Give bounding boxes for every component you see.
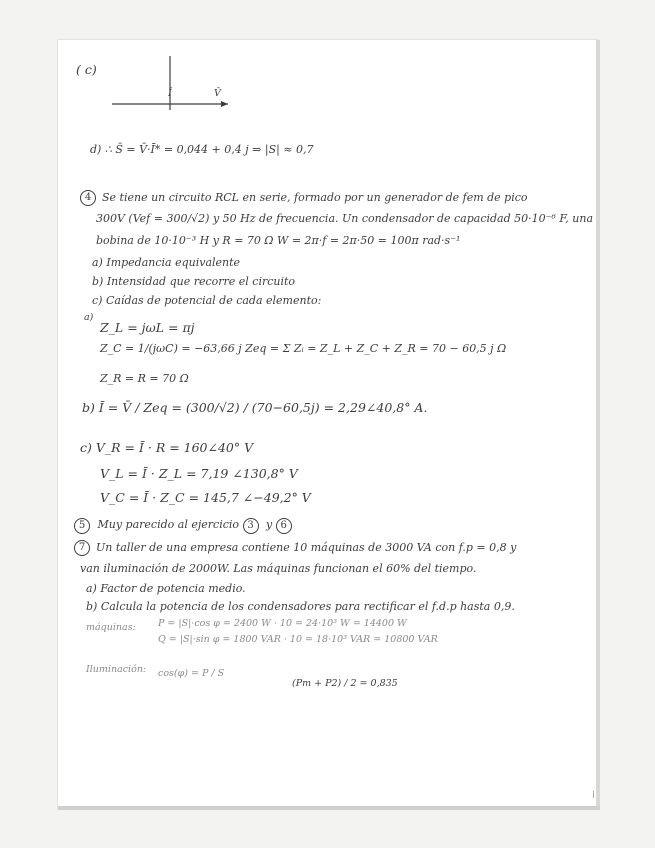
exercise-7-item: a) Factor de potencia medio. xyxy=(86,582,246,595)
paper-edge-right xyxy=(596,40,600,808)
axis-i-label: Ī xyxy=(168,88,172,99)
edge-tick-mark: ǀ xyxy=(592,790,595,801)
iluminacion-result: (Pm + P2) / 2 = 0,835 xyxy=(292,678,398,689)
exercise-number-badge: 4 xyxy=(80,190,96,206)
exercise-7-item: b) Calcula la potencia de los condensadores para rectificar el f.d.p hasta 0,9. xyxy=(86,600,515,613)
exercise-ref-badge: 6 xyxy=(276,518,292,534)
paper-edge-bottom xyxy=(58,806,600,810)
exercise-4-statement-line: Se tiene un circuito RCL en serie, formado por un generador de fem de pico xyxy=(102,191,528,204)
exercise-7-statement-line: van iluminación de 2000W. Las máquinas funcionan el 60% del tiempo. xyxy=(80,562,477,575)
exercise-5-text: Muy parecido al ejercicio xyxy=(97,518,240,531)
exercise-5-line xyxy=(74,518,296,534)
maquinas-label: máquinas: xyxy=(86,622,136,633)
exercise-7-heading xyxy=(74,540,94,556)
exercise-5-and: y xyxy=(266,518,273,531)
voltage-drop-line: V_C = Ī · Z_C = 145,7 ∠−49,2° V xyxy=(100,490,311,505)
part-d-line: d) ∴ S̄ = V̄·Ī* = 0,044 + 0,4 j ⇒ |S| ≈ 0,7 xyxy=(90,143,314,156)
exercise-4b-line: b) Ī = V̄ / Zeq = (300/√2) / (70−60,5j) = 2,29∠40,8° A. xyxy=(82,400,428,415)
exercise-ref-badge: 3 xyxy=(243,518,259,534)
exercise-4-statement-line: bobina de 10·10⁻³ H y R = 70 Ω W = 2π·f = 2π·50 = 100π rad·s⁻¹ xyxy=(96,234,461,247)
exercise-number-badge: 7 xyxy=(74,540,90,556)
iluminacion-label: Iluminación: xyxy=(86,664,147,675)
voltage-drop-line: V_L = Ī · Z_L = 7,19 ∠130,8° V xyxy=(100,466,298,481)
impedance-line: Z_R = R = 70 Ω xyxy=(100,372,189,385)
exercise-4a-label: a) xyxy=(84,312,94,323)
exercise-4-item: a) Impedancia equivalente xyxy=(92,256,241,269)
axis-arrow-icon xyxy=(221,101,228,107)
exercise-4-item: c) Caídas de potencial de cada elemento: xyxy=(92,294,322,307)
exercise-4-item: b) Intensidad que recorre el circuito xyxy=(92,275,296,288)
exercise-4-statement-line: 300V (Vef = 300/√2) y 50 Hz de frecuencia. Un condensador de capacidad 50·10⁻⁶ F, una xyxy=(96,212,593,225)
voltage-drop-line: c) V_R = Ī · R = 160∠40° V xyxy=(80,440,254,455)
phasor-axes-diagram xyxy=(100,52,240,114)
impedance-line: Z_L = jωL = πj xyxy=(100,320,195,335)
part-c-label: ( c) xyxy=(76,62,97,77)
exercise-4-heading xyxy=(80,190,100,206)
maquinas-calc-line: P = |S|·cos φ = 2400 W · 10 = 24·10³ W = 14400 W xyxy=(158,618,407,629)
impedance-line: Z_C = 1/(jωC) = −63,66 j Zeq = Σ Zᵢ = Z_L + Z_C + Z_R = 70 − 60,5 j Ω xyxy=(100,342,507,355)
maquinas-calc-line: Q = |S|·sin φ = 1800 VAR · 10 = 18·10³ VAR = 10800 VAR xyxy=(158,634,438,645)
iluminacion-formula: cos(φ) = P / S xyxy=(158,668,225,679)
exercise-number-badge: 5 xyxy=(74,518,90,534)
axis-v-label: V̄ xyxy=(214,88,221,99)
exercise-7-statement-line: Un taller de una empresa contiene 10 máquinas de 3000 VA con f.p = 0,8 y xyxy=(96,541,517,554)
